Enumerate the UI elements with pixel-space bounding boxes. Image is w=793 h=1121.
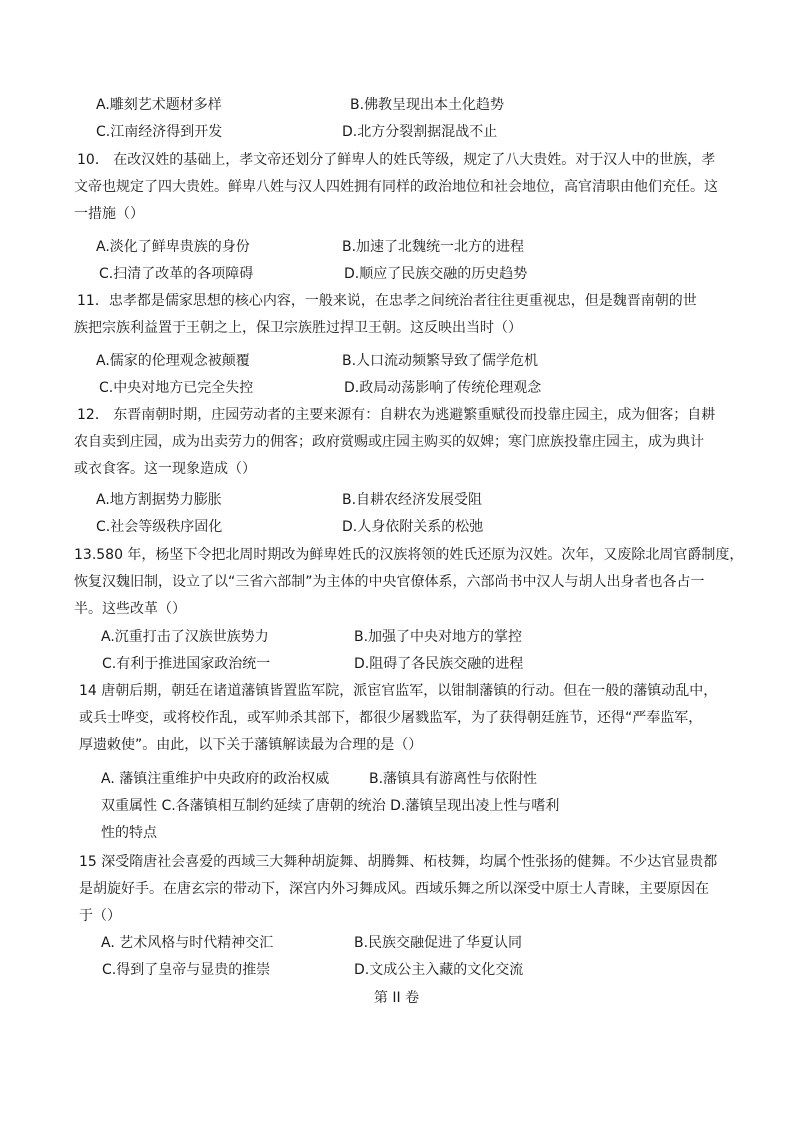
section-title: 第 II 卷 [373,990,420,1006]
q12-option-c: C.社会等级秩序固化 [96,519,223,535]
q11-option-c: C.中央对地方已完全失控 [99,380,254,396]
q13-option-a: A.沉重打击了汉族世族势力 [101,629,269,645]
q14-option-b: B.藩镇具有游离性与依附性 [369,771,538,787]
q13-stem-line: 恢复汉魏旧制，设立了以“三省六部制”为主体的中央官僚体系，六部尚书中汉人与胡人出身者也各占一 [74,574,705,590]
q10-option-c: C.扫清了改革的各项障碍 [99,266,254,282]
q12-stem-line: 农自卖到庄园，成为出卖劳力的佣客；政府赏赐或庄园主购买的奴婢；寒门庶族投靠庄园主，成为典计 [74,434,704,450]
q11-stem-line: 族把宗族利益置于王朝之上，保卫宗族胜过捍卫王朝。这反映出当时（） [74,320,522,336]
q14-options-wrap: 性的特点 [101,825,157,841]
q13-stem-line: 半。这些改革（） [74,601,186,617]
q12-option-a: A.地方割据势力膨胀 [96,492,222,508]
q11-option-b: B.人口流动频繁导致了儒学危机 [342,353,539,369]
q9-option-c: C.江南经济得到开发 [96,124,223,140]
q9-option-a: A.雕刻艺术题材多样 [96,97,222,113]
q14-stem-line: 或兵士哗变，或将校作乱，或军帅杀其部下，都很少屠戮监军，为了获得朝廷旌节，还得“严奉监军， [79,710,703,726]
q12-stem-line: 或衣食客。这一现象造成（） [74,461,256,477]
q10-option-b: B.加速了北魏统一北方的进程 [342,239,525,255]
q11-stem-line: 11．忠孝都是儒家思想的核心内容，一般来说，在忠孝之间统治者往往更重视忠，但是魏晋南朝的世 [77,293,697,309]
q10-option-a: A.淡化了鲜卑贵族的身份 [96,239,250,255]
q10-option-d: D.顺应了民族交融的历史趋势 [344,266,528,282]
q10-stem-line: 文帝也规定了四大贵姓。鲜卑八姓与汉人四姓拥有同样的政治地位和社会地位，高官清职由他们充任。这 [74,179,718,195]
q11-option-a: A.儒家的伦理观念被颠覆 [96,353,250,369]
q15-option-d: D.文成公主入藏的文化交流 [354,962,524,978]
q13-option-c: C.有利于推进国家政治统一 [102,656,271,672]
q15-option-a: A. 艺术风格与时代精神交汇 [101,935,274,951]
q13-option-d: D.阻碍了各民族交融的进程 [354,656,524,672]
q9-option-d: D.北方分裂割据混战不止 [342,124,498,140]
q14-option-a: A. 藩镇注重维护中央政府的政治权威 [101,771,330,787]
q14-stem-line: 14 唐朝后期，朝廷在诸道藩镇皆置监军院，派宦官监军，以钳制藩镇的行动。但在一般的藩镇动乱中， [79,683,718,699]
q15-option-c: C.得到了皇帝与显贵的推崇 [102,962,271,978]
q14-stem-line: 厚遗敕使”。由此，以下关于藩镇解读最为合理的是（） [79,737,423,753]
q9-option-b: B.佛教呈现出本土化趋势 [350,97,505,113]
q10-stem-line: 一措施（） [74,206,144,222]
q11-option-d: D.政局动荡影响了传统伦理观念 [344,380,542,396]
q13-option-b: B.加强了中央对地方的掌控 [354,629,523,645]
q15-stem-line: 是胡旋好手。在唐玄宗的带动下，深宫内外习舞成风。西域乐舞之所以深受中原士人青睐，主要原因在 [79,881,709,897]
q15-stem-line: 15 深受隋唐社会喜爱的西域三大舞种胡旋舞、胡腾舞、柘枝舞，均属个性张扬的健舞。不少达官显贵都 [79,854,718,870]
q14-options-wrap: 双重属性 C.各藩镇相互制约延续了唐朝的统治 D.藩镇呈现出凌上性与嗜利 [101,798,560,814]
q12-option-d: D.人身依附关系的松弛 [342,519,484,535]
q15-stem-line: 于（） [79,908,121,924]
q12-stem-line: 12． 东晋南朝时期，庄园劳动者的主要来源有：自耕农为逃避繁重赋役而投靠庄园主，成为佃客；自耕 [77,407,716,423]
q15-option-b: B.民族交融促进了华夏认同 [354,935,523,951]
q12-option-b: B.自耕农经济发展受阻 [342,492,483,508]
q10-stem-line: 10． 在改汉姓的基础上，孝文帝还划分了鲜卑人的姓氏等级，规定了八大贵姓。对于汉人中的世族，孝 [77,152,716,168]
q13-stem-line: 13.580 年，杨坚下令把北周时期改为鲜卑姓氏的汉族将领的姓氏还原为汉姓。次年，又废除北周官爵制度， [74,547,744,563]
